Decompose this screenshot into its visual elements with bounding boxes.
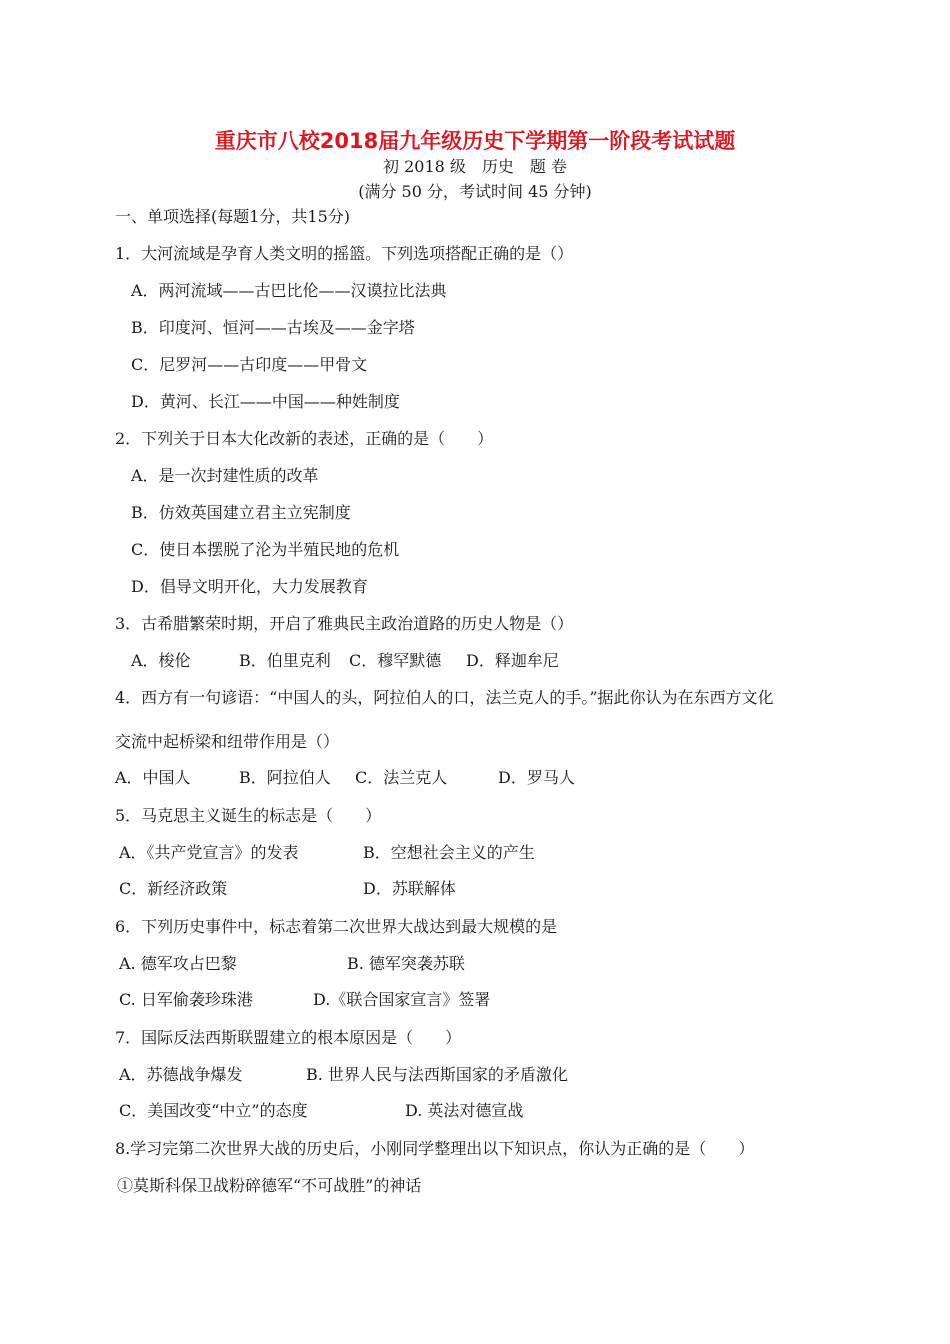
statement-item: ①莫斯科保卫战粉碎德军“不可战胜”的神话 bbox=[117, 1176, 422, 1195]
question-stem: 2．下列关于日本大化改新的表述，正确的是（ ） bbox=[115, 429, 494, 448]
option-a: A. 德军攻占巴黎 bbox=[119, 954, 237, 973]
option-b: B. 德军突袭苏联 bbox=[347, 954, 465, 973]
option-d: D．释迦牟尼 bbox=[466, 651, 559, 670]
option-a: A．是一次封建性质的改革 bbox=[131, 466, 319, 485]
option-d: D．罗马人 bbox=[498, 768, 575, 787]
option-c: C．新经济政策 bbox=[119, 879, 228, 898]
option-c: C．美国改变“中立”的态度 bbox=[119, 1101, 308, 1120]
exam-subtitle: 初 2018 级 历史 题 卷 bbox=[383, 157, 567, 176]
question-stem: 7．国际反法西斯联盟建立的根本原因是（ ） bbox=[115, 1028, 462, 1047]
option-a: A．两河流域——古巴比伦——汉谟拉比法典 bbox=[131, 281, 447, 300]
question-stem: 8.学习完第二次世界大战的历史后，小刚同学整理出以下知识点，你认为正确的是（ ） bbox=[115, 1139, 755, 1158]
option-d: D．苏联解体 bbox=[363, 879, 456, 898]
question-stem: 1．大河流域是孕育人类文明的摇篮。下列选项搭配正确的是（） bbox=[115, 244, 574, 263]
option-d: D．倡导文明开化，大力发展教育 bbox=[131, 577, 368, 596]
option-b: B．阿拉伯人 bbox=[239, 768, 331, 787]
option-d: D．黄河、长江——中国——种姓制度 bbox=[131, 392, 400, 411]
option-b: B．仿效英国建立君主立宪制度 bbox=[131, 503, 351, 522]
option-c: C．法兰克人 bbox=[355, 768, 448, 787]
question-stem: 4．西方有一句谚语：“中国人的头，阿拉伯人的口，法兰克人的手。”据此你认为在东西方文化 bbox=[115, 688, 774, 707]
option-c: C．使日本摆脱了沦为半殖民地的危机 bbox=[131, 540, 400, 559]
option-a: A．苏德战争爆发 bbox=[119, 1065, 243, 1084]
section-heading: 一、单项选择(每题1分，共15分) bbox=[115, 207, 351, 226]
exam-info: (满分 50 分，考试时间 45 分钟) bbox=[358, 182, 592, 201]
option-c: C. 日军偷袭珍珠港 bbox=[119, 990, 253, 1009]
option-b: B．印度河、恒河——古埃及——金字塔 bbox=[131, 318, 415, 337]
option-b: B．空想社会主义的产生 bbox=[363, 843, 535, 862]
option-a: A．梭伦 bbox=[131, 651, 191, 670]
option-b: B．伯里克利 bbox=[239, 651, 331, 670]
option-c: C．尼罗河——古印度——甲骨文 bbox=[131, 355, 368, 374]
question-stem: 5．马克思主义诞生的标志是（ ） bbox=[115, 806, 382, 825]
page-title: 重庆市八校2018届九年级历史下学期第一阶段考试试题 bbox=[214, 129, 736, 153]
question-stem: 6．下列历史事件中，标志着第二次世界大战达到最大规模的是 bbox=[115, 917, 558, 936]
question-stem-continued: 交流中起桥梁和纽带作用是（） bbox=[115, 732, 340, 751]
option-a: A．中国人 bbox=[115, 768, 191, 787]
question-stem: 3．古希腊繁荣时期，开启了雅典民主政治道路的历史人物是（） bbox=[115, 614, 574, 633]
option-b: B. 世界人民与法西斯国家的矛盾激化 bbox=[306, 1065, 568, 1084]
option-d: D. 英法对德宣战 bbox=[405, 1101, 524, 1120]
option-c: C．穆罕默德 bbox=[349, 651, 442, 670]
option-d: D.《联合国家宣言》签署 bbox=[313, 990, 491, 1009]
option-a: A．《共产党宣言》的发表 bbox=[119, 843, 299, 862]
